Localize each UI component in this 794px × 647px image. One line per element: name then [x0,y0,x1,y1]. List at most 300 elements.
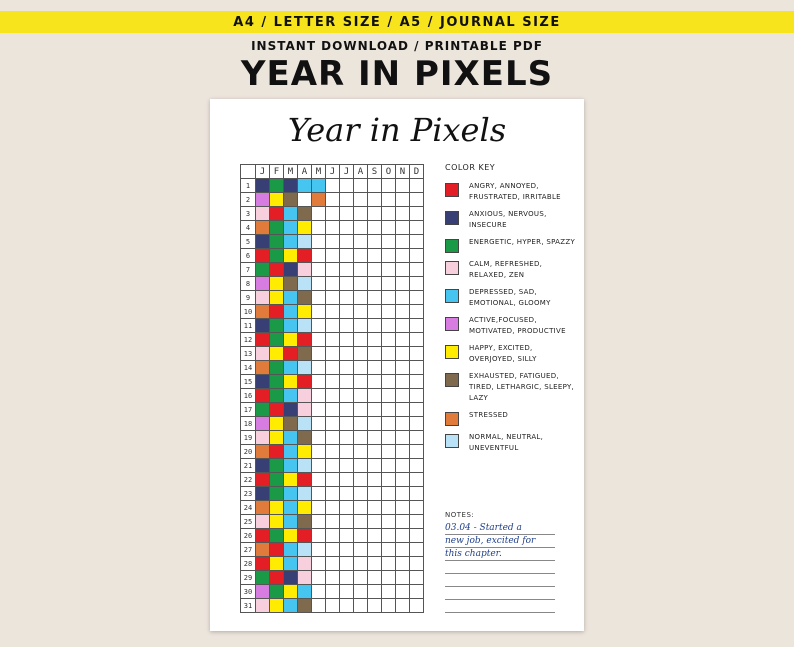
day-pixel[interactable] [354,305,368,319]
day-pixel[interactable] [368,277,382,291]
day-pixel[interactable] [326,543,340,557]
day-pixel[interactable] [354,361,368,375]
day-pixel[interactable] [396,193,410,207]
day-pixel[interactable] [312,557,326,571]
day-pixel[interactable] [284,403,298,417]
day-pixel[interactable] [312,347,326,361]
day-pixel[interactable] [256,277,270,291]
day-pixel[interactable] [326,431,340,445]
day-pixel[interactable] [382,193,396,207]
day-pixel[interactable] [340,333,354,347]
day-pixel[interactable] [270,445,284,459]
day-pixel[interactable] [354,179,368,193]
day-pixel[interactable] [368,221,382,235]
day-pixel[interactable] [326,557,340,571]
day-pixel[interactable] [284,291,298,305]
day-pixel[interactable] [298,277,312,291]
notes-line[interactable]: 03.04 - Started a [445,522,555,535]
day-pixel[interactable] [396,375,410,389]
day-pixel[interactable] [298,403,312,417]
day-pixel[interactable] [368,361,382,375]
day-pixel[interactable] [396,403,410,417]
day-pixel[interactable] [284,235,298,249]
day-pixel[interactable] [326,445,340,459]
day-pixel[interactable] [340,459,354,473]
day-pixel[interactable] [256,571,270,585]
day-pixel[interactable] [368,291,382,305]
day-pixel[interactable] [396,417,410,431]
day-pixel[interactable] [410,235,424,249]
day-pixel[interactable] [340,179,354,193]
day-pixel[interactable] [298,333,312,347]
day-pixel[interactable] [368,459,382,473]
day-pixel[interactable] [368,207,382,221]
day-pixel[interactable] [396,333,410,347]
day-pixel[interactable] [326,403,340,417]
day-pixel[interactable] [382,207,396,221]
day-pixel[interactable] [396,221,410,235]
day-pixel[interactable] [312,389,326,403]
day-pixel[interactable] [270,333,284,347]
day-pixel[interactable] [340,207,354,221]
day-pixel[interactable] [270,347,284,361]
day-pixel[interactable] [312,221,326,235]
day-pixel[interactable] [410,473,424,487]
day-pixel[interactable] [354,277,368,291]
day-pixel[interactable] [256,347,270,361]
day-pixel[interactable] [340,487,354,501]
day-pixel[interactable] [298,515,312,529]
day-pixel[interactable] [368,487,382,501]
day-pixel[interactable] [312,403,326,417]
day-pixel[interactable] [410,403,424,417]
day-pixel[interactable] [284,333,298,347]
day-pixel[interactable] [298,207,312,221]
day-pixel[interactable] [410,487,424,501]
day-pixel[interactable] [312,361,326,375]
day-pixel[interactable] [326,193,340,207]
day-pixel[interactable] [270,263,284,277]
day-pixel[interactable] [354,291,368,305]
day-pixel[interactable] [270,305,284,319]
day-pixel[interactable] [396,277,410,291]
day-pixel[interactable] [312,599,326,613]
day-pixel[interactable] [312,305,326,319]
day-pixel[interactable] [256,375,270,389]
notes-line[interactable] [445,600,555,613]
day-pixel[interactable] [368,501,382,515]
day-pixel[interactable] [256,221,270,235]
day-pixel[interactable] [396,599,410,613]
day-pixel[interactable] [256,599,270,613]
day-pixel[interactable] [312,277,326,291]
day-pixel[interactable] [298,585,312,599]
day-pixel[interactable] [340,263,354,277]
day-pixel[interactable] [312,487,326,501]
day-pixel[interactable] [382,319,396,333]
day-pixel[interactable] [312,417,326,431]
day-pixel[interactable] [354,263,368,277]
day-pixel[interactable] [298,361,312,375]
day-pixel[interactable] [298,305,312,319]
day-pixel[interactable] [368,263,382,277]
day-pixel[interactable] [326,473,340,487]
day-pixel[interactable] [256,473,270,487]
day-pixel[interactable] [298,557,312,571]
day-pixel[interactable] [284,501,298,515]
day-pixel[interactable] [354,403,368,417]
day-pixel[interactable] [396,319,410,333]
day-pixel[interactable] [326,389,340,403]
day-pixel[interactable] [298,445,312,459]
day-pixel[interactable] [326,235,340,249]
day-pixel[interactable] [340,389,354,403]
day-pixel[interactable] [256,417,270,431]
day-pixel[interactable] [396,291,410,305]
day-pixel[interactable] [270,459,284,473]
day-pixel[interactable] [368,403,382,417]
day-pixel[interactable] [256,235,270,249]
day-pixel[interactable] [256,389,270,403]
day-pixel[interactable] [312,515,326,529]
day-pixel[interactable] [326,487,340,501]
day-pixel[interactable] [396,543,410,557]
day-pixel[interactable] [284,431,298,445]
day-pixel[interactable] [410,291,424,305]
day-pixel[interactable] [382,235,396,249]
day-pixel[interactable] [368,599,382,613]
day-pixel[interactable] [340,221,354,235]
day-pixel[interactable] [368,543,382,557]
day-pixel[interactable] [298,529,312,543]
day-pixel[interactable] [382,263,396,277]
day-pixel[interactable] [284,515,298,529]
day-pixel[interactable] [326,179,340,193]
day-pixel[interactable] [410,571,424,585]
day-pixel[interactable] [382,291,396,305]
day-pixel[interactable] [312,207,326,221]
day-pixel[interactable] [256,179,270,193]
day-pixel[interactable] [410,361,424,375]
day-pixel[interactable] [284,305,298,319]
day-pixel[interactable] [270,249,284,263]
day-pixel[interactable] [410,347,424,361]
day-pixel[interactable] [340,501,354,515]
day-pixel[interactable] [340,277,354,291]
day-pixel[interactable] [382,445,396,459]
day-pixel[interactable] [326,347,340,361]
day-pixel[interactable] [382,249,396,263]
day-pixel[interactable] [354,445,368,459]
day-pixel[interactable] [256,333,270,347]
day-pixel[interactable] [410,221,424,235]
day-pixel[interactable] [326,529,340,543]
day-pixel[interactable] [284,571,298,585]
notes-line[interactable]: this chapter. [445,548,555,561]
day-pixel[interactable] [270,543,284,557]
day-pixel[interactable] [298,193,312,207]
day-pixel[interactable] [256,207,270,221]
day-pixel[interactable] [256,361,270,375]
day-pixel[interactable] [410,445,424,459]
day-pixel[interactable] [270,417,284,431]
day-pixel[interactable] [270,473,284,487]
day-pixel[interactable] [298,263,312,277]
day-pixel[interactable] [382,501,396,515]
day-pixel[interactable] [396,249,410,263]
day-pixel[interactable] [298,291,312,305]
day-pixel[interactable] [354,557,368,571]
day-pixel[interactable] [396,389,410,403]
day-pixel[interactable] [256,487,270,501]
day-pixel[interactable] [368,179,382,193]
day-pixel[interactable] [312,375,326,389]
day-pixel[interactable] [382,333,396,347]
day-pixel[interactable] [382,375,396,389]
day-pixel[interactable] [368,557,382,571]
day-pixel[interactable] [340,291,354,305]
day-pixel[interactable] [312,193,326,207]
day-pixel[interactable] [382,221,396,235]
day-pixel[interactable] [396,459,410,473]
day-pixel[interactable] [410,277,424,291]
day-pixel[interactable] [396,557,410,571]
day-pixel[interactable] [382,417,396,431]
day-pixel[interactable] [270,193,284,207]
day-pixel[interactable] [340,347,354,361]
day-pixel[interactable] [270,361,284,375]
day-pixel[interactable] [326,277,340,291]
day-pixel[interactable] [270,487,284,501]
day-pixel[interactable] [340,431,354,445]
day-pixel[interactable] [270,557,284,571]
day-pixel[interactable] [410,193,424,207]
notes-line[interactable] [445,574,555,587]
day-pixel[interactable] [396,515,410,529]
day-pixel[interactable] [382,305,396,319]
day-pixel[interactable] [284,487,298,501]
day-pixel[interactable] [354,599,368,613]
day-pixel[interactable] [354,585,368,599]
day-pixel[interactable] [354,221,368,235]
day-pixel[interactable] [410,515,424,529]
day-pixel[interactable] [396,235,410,249]
day-pixel[interactable] [410,543,424,557]
day-pixel[interactable] [410,585,424,599]
day-pixel[interactable] [354,529,368,543]
day-pixel[interactable] [298,249,312,263]
day-pixel[interactable] [326,319,340,333]
day-pixel[interactable] [340,473,354,487]
day-pixel[interactable] [396,207,410,221]
day-pixel[interactable] [368,445,382,459]
day-pixel[interactable] [340,445,354,459]
day-pixel[interactable] [298,487,312,501]
day-pixel[interactable] [326,305,340,319]
day-pixel[interactable] [270,403,284,417]
day-pixel[interactable] [270,431,284,445]
day-pixel[interactable] [396,305,410,319]
notes-line[interactable] [445,561,555,574]
day-pixel[interactable] [340,193,354,207]
day-pixel[interactable] [326,333,340,347]
day-pixel[interactable] [368,431,382,445]
day-pixel[interactable] [382,529,396,543]
day-pixel[interactable] [270,235,284,249]
day-pixel[interactable] [354,515,368,529]
day-pixel[interactable] [284,543,298,557]
day-pixel[interactable] [312,333,326,347]
day-pixel[interactable] [298,235,312,249]
day-pixel[interactable] [340,361,354,375]
day-pixel[interactable] [410,319,424,333]
day-pixel[interactable] [382,473,396,487]
day-pixel[interactable] [382,557,396,571]
day-pixel[interactable] [382,277,396,291]
day-pixel[interactable] [284,417,298,431]
day-pixel[interactable] [256,445,270,459]
day-pixel[interactable] [326,501,340,515]
day-pixel[interactable] [312,263,326,277]
day-pixel[interactable] [270,375,284,389]
day-pixel[interactable] [410,179,424,193]
day-pixel[interactable] [284,277,298,291]
day-pixel[interactable] [410,375,424,389]
day-pixel[interactable] [298,543,312,557]
day-pixel[interactable] [270,501,284,515]
day-pixel[interactable] [284,179,298,193]
day-pixel[interactable] [270,599,284,613]
day-pixel[interactable] [270,277,284,291]
day-pixel[interactable] [284,347,298,361]
day-pixel[interactable] [410,557,424,571]
day-pixel[interactable] [270,529,284,543]
day-pixel[interactable] [326,585,340,599]
day-pixel[interactable] [298,571,312,585]
day-pixel[interactable] [270,515,284,529]
day-pixel[interactable] [270,585,284,599]
day-pixel[interactable] [256,249,270,263]
day-pixel[interactable] [284,193,298,207]
day-pixel[interactable] [354,319,368,333]
day-pixel[interactable] [396,473,410,487]
day-pixel[interactable] [284,445,298,459]
day-pixel[interactable] [396,585,410,599]
day-pixel[interactable] [410,501,424,515]
day-pixel[interactable] [326,207,340,221]
day-pixel[interactable] [354,501,368,515]
day-pixel[interactable] [284,319,298,333]
day-pixel[interactable] [396,179,410,193]
day-pixel[interactable] [410,207,424,221]
day-pixel[interactable] [312,431,326,445]
day-pixel[interactable] [410,305,424,319]
day-pixel[interactable] [396,571,410,585]
day-pixel[interactable] [312,179,326,193]
day-pixel[interactable] [326,599,340,613]
day-pixel[interactable] [382,403,396,417]
day-pixel[interactable] [256,431,270,445]
day-pixel[interactable] [312,319,326,333]
day-pixel[interactable] [410,431,424,445]
day-pixel[interactable] [396,361,410,375]
day-pixel[interactable] [326,515,340,529]
day-pixel[interactable] [354,207,368,221]
day-pixel[interactable] [368,515,382,529]
day-pixel[interactable] [368,333,382,347]
day-pixel[interactable] [326,221,340,235]
day-pixel[interactable] [340,515,354,529]
day-pixel[interactable] [312,543,326,557]
day-pixel[interactable] [382,361,396,375]
day-pixel[interactable] [256,529,270,543]
day-pixel[interactable] [256,319,270,333]
day-pixel[interactable] [396,501,410,515]
day-pixel[interactable] [270,291,284,305]
day-pixel[interactable] [326,249,340,263]
day-pixel[interactable] [298,417,312,431]
day-pixel[interactable] [410,417,424,431]
day-pixel[interactable] [284,557,298,571]
day-pixel[interactable] [396,487,410,501]
day-pixel[interactable] [284,361,298,375]
day-pixel[interactable] [312,235,326,249]
day-pixel[interactable] [368,305,382,319]
day-pixel[interactable] [340,235,354,249]
day-pixel[interactable] [270,221,284,235]
day-pixel[interactable] [284,529,298,543]
day-pixel[interactable] [256,515,270,529]
day-pixel[interactable] [410,459,424,473]
day-pixel[interactable] [368,585,382,599]
day-pixel[interactable] [270,179,284,193]
day-pixel[interactable] [354,333,368,347]
day-pixel[interactable] [298,501,312,515]
day-pixel[interactable] [340,403,354,417]
day-pixel[interactable] [382,543,396,557]
day-pixel[interactable] [256,291,270,305]
day-pixel[interactable] [368,389,382,403]
day-pixel[interactable] [354,375,368,389]
day-pixel[interactable] [312,291,326,305]
day-pixel[interactable] [326,375,340,389]
day-pixel[interactable] [382,459,396,473]
day-pixel[interactable] [256,193,270,207]
day-pixel[interactable] [312,585,326,599]
day-pixel[interactable] [410,389,424,403]
day-pixel[interactable] [368,235,382,249]
day-pixel[interactable] [382,347,396,361]
day-pixel[interactable] [298,375,312,389]
day-pixel[interactable] [368,375,382,389]
day-pixel[interactable] [382,599,396,613]
notes-line[interactable]: new job, excited for [445,535,555,548]
day-pixel[interactable] [270,319,284,333]
day-pixel[interactable] [340,319,354,333]
day-pixel[interactable] [354,249,368,263]
day-pixel[interactable] [298,473,312,487]
day-pixel[interactable] [284,599,298,613]
day-pixel[interactable] [312,445,326,459]
day-pixel[interactable] [270,571,284,585]
day-pixel[interactable] [382,571,396,585]
day-pixel[interactable] [382,389,396,403]
day-pixel[interactable] [396,445,410,459]
day-pixel[interactable] [284,389,298,403]
day-pixel[interactable] [340,529,354,543]
day-pixel[interactable] [396,529,410,543]
day-pixel[interactable] [396,347,410,361]
